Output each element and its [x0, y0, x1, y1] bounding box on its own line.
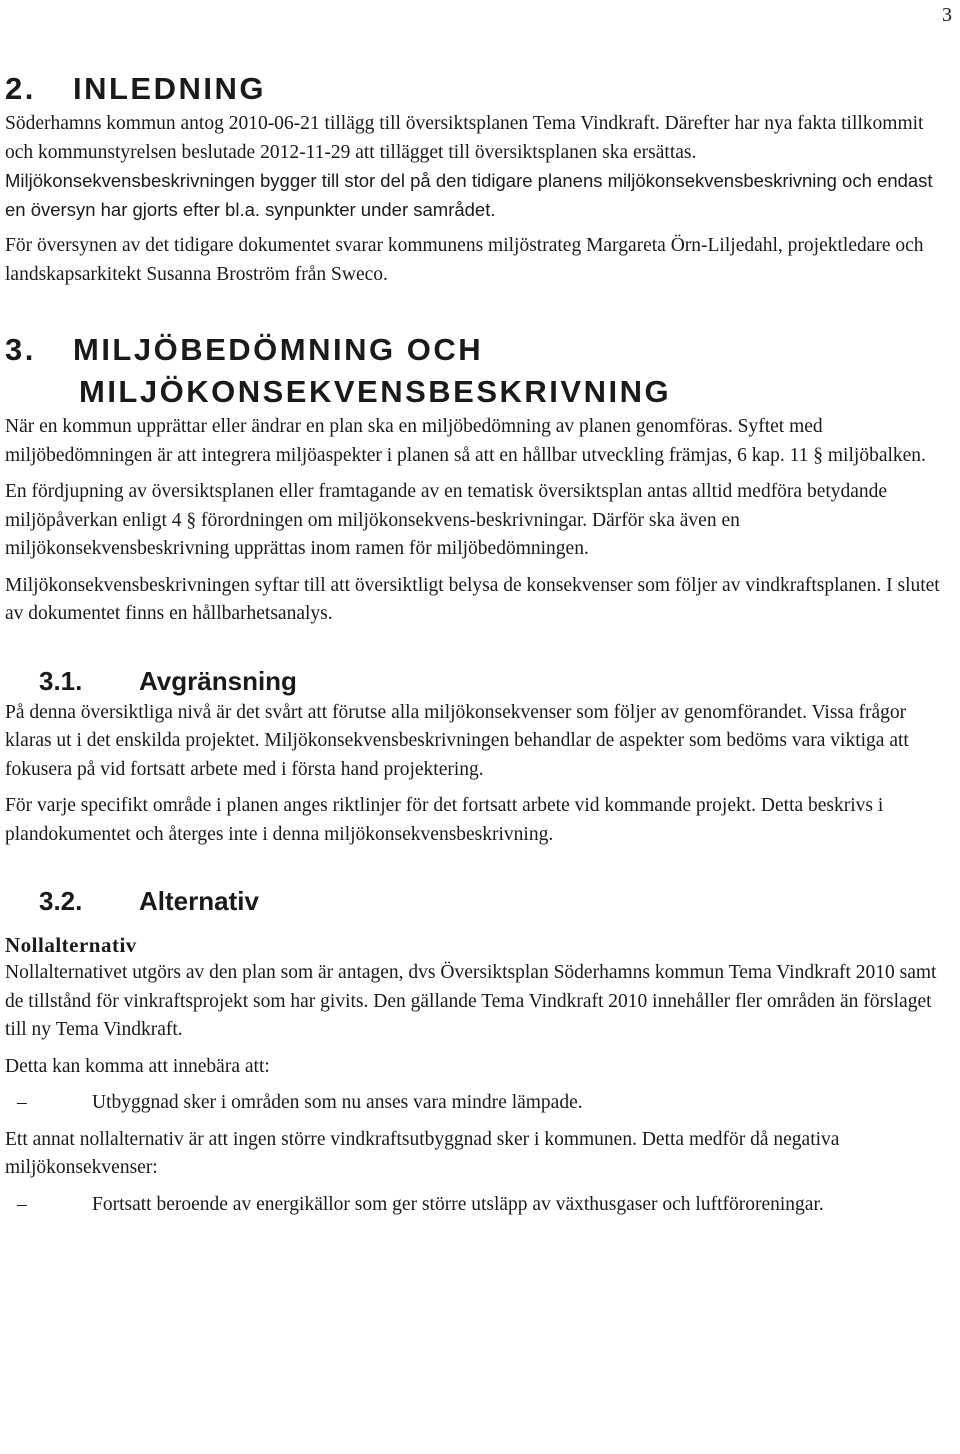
section-2-title: INLEDNING — [73, 71, 266, 106]
section-2-number: 2. — [5, 71, 36, 106]
section-2-paragraph-2: För översynen av det tidigare dokumentet svarar kommunens miljöstrateg Margareta Örn-Liljedahl, projektledare och landskapsarkitekt Susanna Broström från Sweco. — [5, 235, 924, 285]
section-3-1-number: 3.1. — [39, 665, 83, 696]
section-3-1-heading — [5, 663, 945, 699]
bullet-dash: – — [17, 1193, 27, 1215]
section-3-paragraph-3: Miljökonsekvensbeskrivningen syftar till att översiktligt belysa de konsekvenser som följer av vindkraftsplanen. I slutet av dokumentet finns en hållbarhetsanalys. — [5, 574, 940, 624]
section-3-2-number: 3.2. — [39, 886, 83, 916]
section-3-1-title: Avgränsning — [139, 665, 297, 696]
page-number: 3 — [942, 4, 952, 26]
page-content — [5, 68, 945, 1219]
section-3-paragraph-2: En fördjupning av översiktsplanen eller framtagande av en tematisk översiktsplan antas alltid medföra betydande miljöpåverkan enligt 4 § förordningen om miljökonsekvens-beskrivningar. Därför ska även en miljökonsekvensbeskrivning upprättas inom ramen för miljöbedömningen. — [5, 481, 888, 559]
section-3-paragraph-1: När en kommun upprättar eller ändrar en plan ska en miljöbedömning av planen genomföras. Syftet med miljöbedömningen är att integrera miljöaspekter i planen så att en hållbar utveckling främjas, 6 kap. 11 § miljöbalken. — [5, 416, 926, 466]
section-3-1-paragraph-1: På denna översiktliga nivå är det svårt att förutse alla miljökonsekvenser som följer av genomförandet. Vissa frågor klaras ut i det enskilda projektet. Miljökonsekvensbeskrivningen behandlar de aspekter som bedöms vara viktiga att fokusera på vid fortsatt arbete med i första hand projektering. — [5, 701, 909, 780]
section-3-2-title: Alternativ — [139, 886, 259, 916]
bullet-item-1-text: Utbyggnad sker i områden som nu anses vara mindre lämpade. — [92, 1092, 583, 1113]
section-3-heading — [5, 329, 945, 413]
bullet-item-1 — [5, 1089, 945, 1118]
section-3-2-paragraph-2: Detta kan komma att innebära att: — [5, 1055, 270, 1077]
bullet-item-2-text: Fortsatt beroende av energikällor som ger större utsläpp av växthusgaser och luftföroreningar. — [92, 1193, 824, 1215]
section-3-number: 3. — [5, 332, 36, 367]
bullet-dash: – — [17, 1092, 27, 1113]
section-3-2-paragraph-1: Nollalternativet utgörs av den plan som är antagen, dvs Översiktsplan Söderhamns kommun Tema Vindkraft 2010 samt de tillstånd för vinkraftsprojekt som har givits. Den gällande Tema Vindkraft 2010 innehåller fler områden än förslaget till ny Tema Vindkraft. — [5, 962, 937, 1040]
bullet-item-2 — [5, 1191, 945, 1220]
section-2-heading — [5, 68, 945, 110]
section-3-2-paragraph-3: Ett annat nollalternativ är att ingen större vindkraftsutbyggnad sker i kommunen. Detta medför då negativa miljökonsekvenser: — [5, 1128, 840, 1178]
section-2-paragraph-1-sans: Miljökonsekvensbeskrivningen bygger till stor del på den tidigare planens miljökonsekvensbeskrivning och endast en översyn har gjorts efter bl.a. synpunkter under samrådet. — [5, 170, 933, 220]
section-2-paragraph-1-serif: Söderhamns kommun antog 2010-06-21 tillägg till översiktsplanen Tema Vindkraft. Därefter har nya fakta tillkommit och kommunstyrelsen beslutade 2012-11-29 att tillägget till översiktsplanen ska ersättas. — [5, 113, 924, 163]
section-3-title-line-1: MILJÖBEDÖMNING OCH — [73, 332, 484, 367]
section-3-title-line-2: MILJÖKONSEKVENSBESKRIVNING — [79, 374, 672, 409]
section-2-paragraph-1 — [5, 110, 945, 224]
nollalternativ-subheading: Nollalternativ — [5, 933, 137, 957]
section-3-1-paragraph-2: För varje specifikt område i planen anges riktlinjer för det fortsatt arbete vid kommande projekt. Detta beskrivs i plandokumentet och återges inte i denna miljökonsekvensbeskrivning. — [5, 795, 884, 845]
section-3-2-heading — [5, 883, 945, 919]
